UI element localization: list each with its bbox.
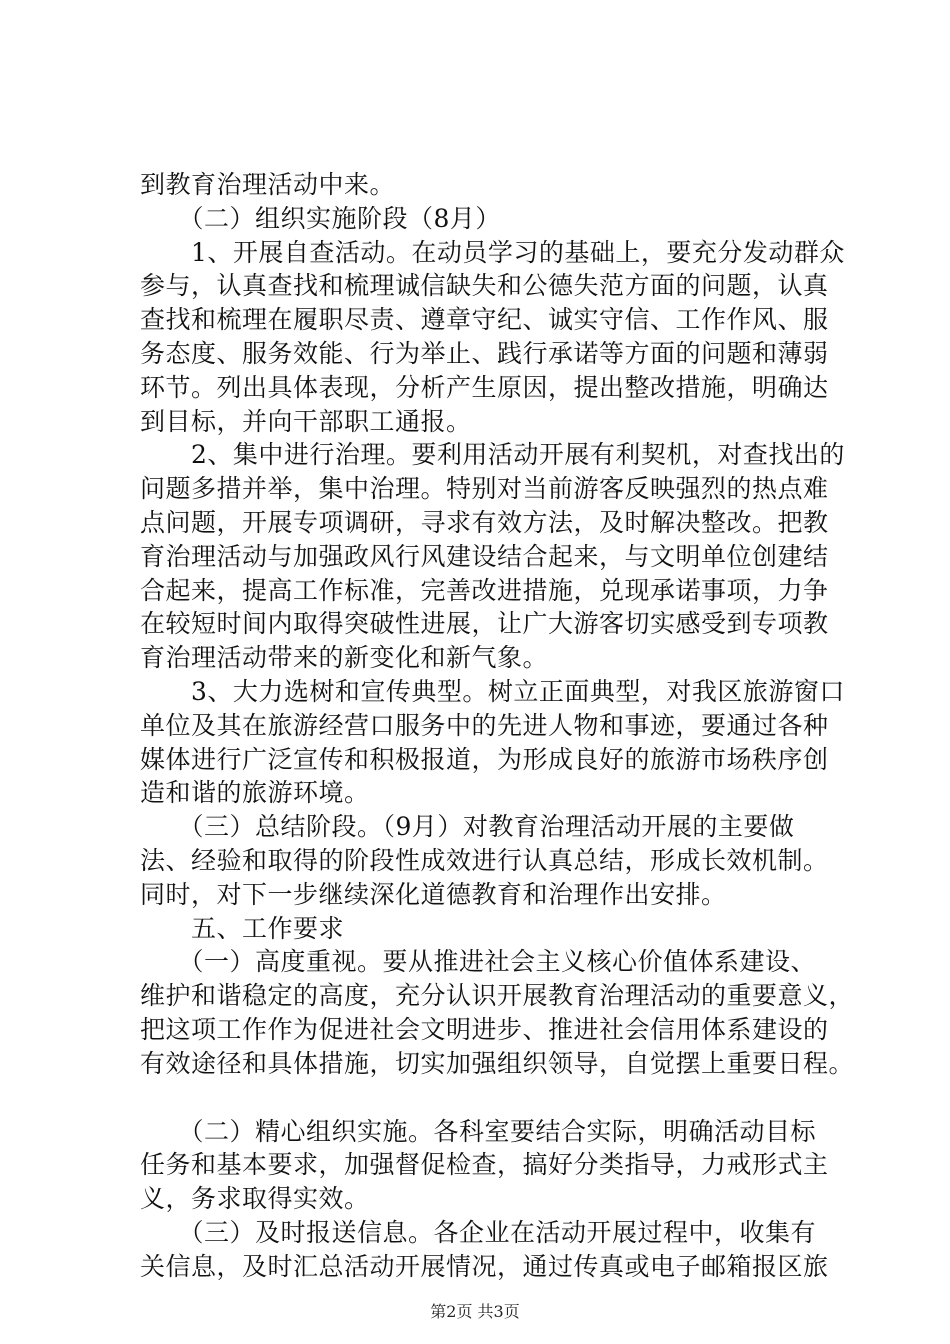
blank-line: [140, 1081, 840, 1115]
text-line: 点问题，开展专项调研，寻求有效方法，及时解决整改。把教: [140, 507, 829, 537]
text-line: 在较短时间内取得突破性进展，让广大游客切实感受到专项教: [140, 609, 829, 639]
text-line: 同时，对下一步继续深化道德教育和治理作出安排。: [140, 879, 727, 909]
text-line: 问题多措并举，集中治理。特别对当前游客反映强烈的热点难: [140, 474, 829, 504]
text-line: 3、大力选树和宣传典型。树立正面典型，对我区旅游窗口: [140, 676, 845, 706]
text-line: 法、经验和取得的阶段性成效进行认真总结，形成长效机制。: [140, 845, 829, 875]
text-line: 义，务求取得实效。: [140, 1184, 370, 1214]
text-line: 合起来，提高工作标准，完善改进措施，兑现承诺事项，力争: [140, 575, 829, 605]
section-heading: （二）组织实施阶段（8月）: [140, 203, 501, 233]
text-line: 育治理活动与加强政风行风建设结合起来，与文明单位创建结: [140, 541, 829, 571]
text-line: 关信息，及时汇总活动开展情况，通过传真或电子邮箱报区旅: [140, 1251, 829, 1281]
text-line: 造和谐的旅游环境。: [140, 778, 370, 808]
document-body: [140, 168, 855, 1284]
section-heading: 五、工作要求: [140, 913, 345, 943]
text-line: （三）总结阶段。（9月）对教育治理活动开展的主要做: [140, 812, 795, 842]
page-footer: 第2页 共3页: [430, 1302, 520, 1321]
text-line: 维护和谐稳定的高度，充分认识开展教育治理活动的重要意义，: [140, 981, 855, 1011]
text-line: 单位及其在旅游经营口服务中的先进人物和事迹，要通过各种: [140, 710, 829, 740]
text-line: （三）及时报送信息。各企业在活动开展过程中，收集有: [140, 1217, 817, 1247]
text-line: （一）高度重视。要从推进社会主义核心价值体系建设、: [140, 947, 817, 977]
text-line: 务态度、服务效能、行为举止、践行承诺等方面的问题和薄弱: [140, 338, 829, 368]
text-line: 查找和梳理在履职尽责、遵章守纪、诚实守信、工作作风、服: [140, 305, 829, 335]
text-line: 媒体进行广泛宣传和积极报道，为形成良好的旅游市场秩序创: [140, 744, 829, 774]
text-line: 有效途径和具体措施，切实加强组织领导，自觉摆上重要日程。: [140, 1048, 855, 1078]
text-line: 把这项工作作为促进社会文明进步、推进社会信用体系建设的: [140, 1014, 829, 1044]
text-line: 到目标，并向干部职工通报。: [140, 406, 472, 436]
text-line: 育治理活动带来的新变化和新气象。: [140, 643, 549, 673]
text-line: 环节。列出具体表现，分析产生原因，提出整改措施，明确达: [140, 372, 829, 402]
text-line: 2、集中进行治理。要利用活动开展有利契机，对查找出的: [140, 440, 845, 470]
text-line: 参与，认真查找和梳理诚信缺失和公德失范方面的问题，认真: [140, 271, 829, 301]
text-line: 1、开展自查活动。在动员学习的基础上，要充分发动群众: [140, 237, 845, 267]
text-line: （二）精心组织实施。各科室要结合实际，明确活动目标: [140, 1116, 817, 1146]
text-line: 到教育治理活动中来。: [140, 170, 396, 199]
text-line: 任务和基本要求，加强督促检查，搞好分类指导，力戒形式主: [140, 1150, 829, 1180]
